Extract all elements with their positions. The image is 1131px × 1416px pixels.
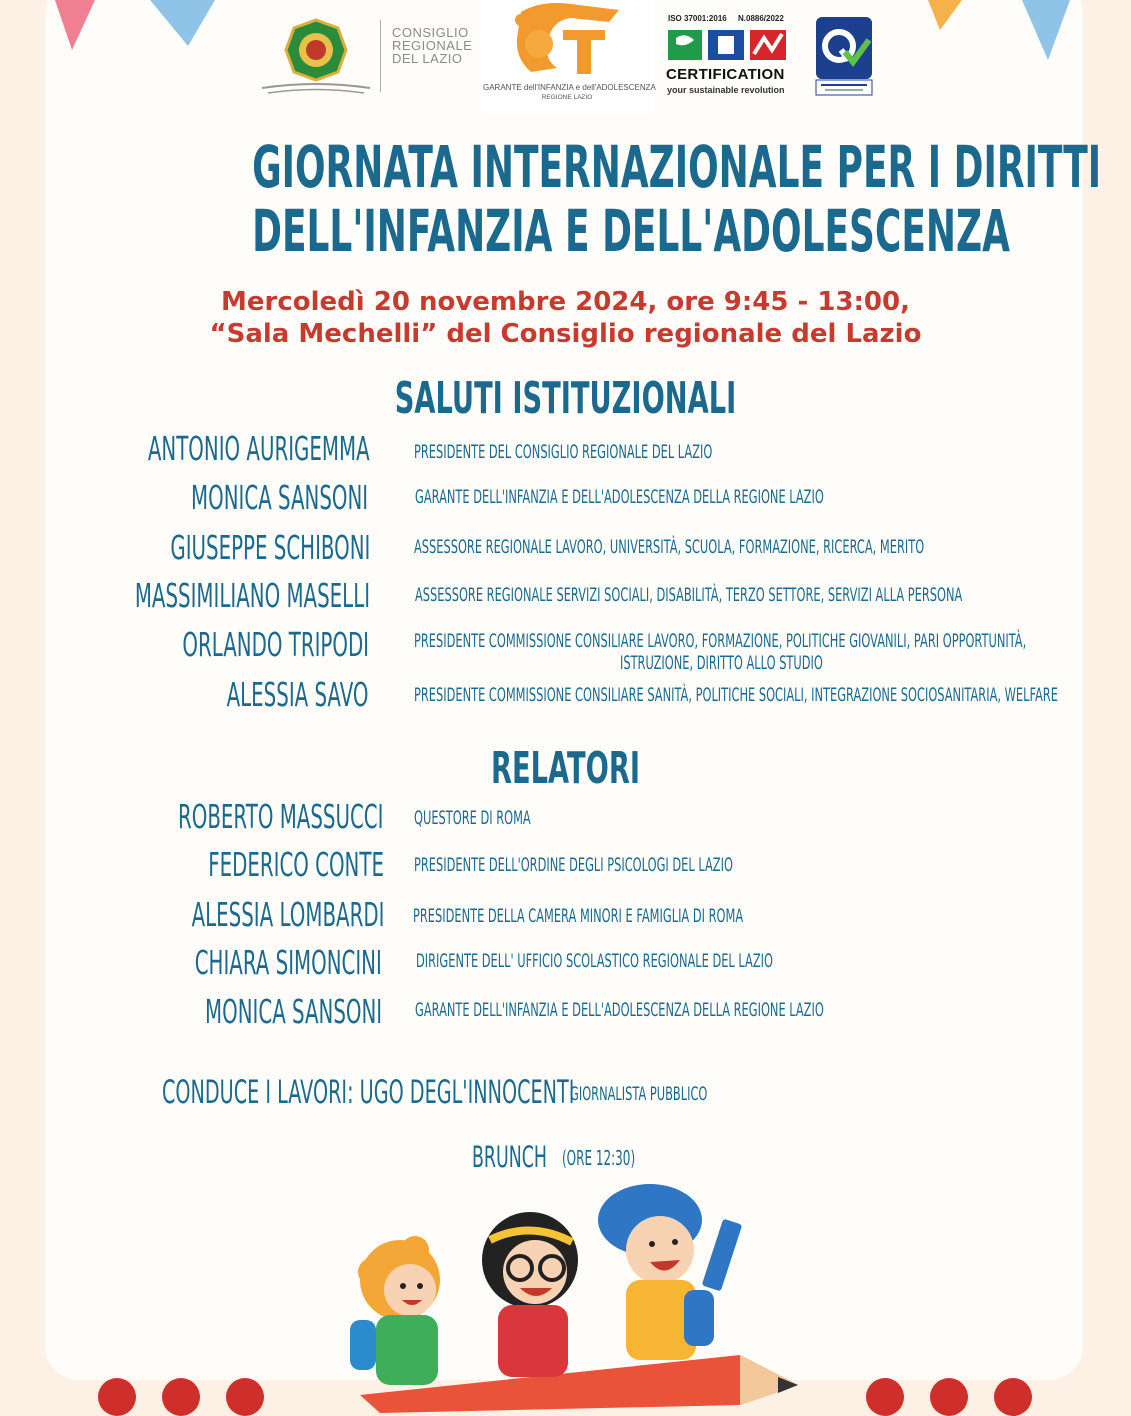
logo-divider bbox=[380, 20, 381, 92]
person-row bbox=[0, 944, 382, 984]
person-row bbox=[0, 626, 369, 666]
person-name: MASSIMILIANO MASELLI bbox=[134, 576, 370, 615]
person-row bbox=[0, 479, 368, 519]
lazio-line: DEL LAZIO bbox=[392, 51, 463, 66]
person-name: ANTONIO AURIGEMMA bbox=[148, 429, 370, 468]
person-row bbox=[0, 993, 382, 1033]
regione-lazio-crest-icon bbox=[258, 14, 378, 98]
moderator-label: CONDUCE I LAVORI: UGO DEGL'INNOCENTI bbox=[162, 1073, 575, 1111]
moderator-role: GIORNALISTA PUBBLICO bbox=[570, 1083, 708, 1105]
decor-dot bbox=[994, 1378, 1032, 1416]
pennant-pink bbox=[55, 0, 95, 50]
person-name: ALESSIA SAVO bbox=[226, 675, 368, 714]
person-role: GARANTE DELL'INFANZIA E DELL'ADOLESCENZA DELLA REGIONE LAZIO bbox=[415, 999, 824, 1021]
person-row bbox=[0, 529, 370, 569]
decor-dot bbox=[866, 1378, 904, 1416]
person-role: PRESIDENTE DEL CONSIGLIO REGIONALE DEL LAZIO bbox=[414, 441, 713, 463]
person-role: PRESIDENTE COMMISSIONE CONSILIARE SANITÀ, POLITICHE SOCIALI, INTEGRAZIONE SOCIOSANITARIA, WELFARE bbox=[414, 684, 1058, 706]
brunch-time: (ORE 12:30) bbox=[562, 1146, 636, 1170]
garante-name: GARANTE dell'INFANZIA e dell'ADOLESCENZA bbox=[483, 83, 656, 92]
person-row bbox=[0, 577, 370, 617]
cert-word: CERTIFICATION bbox=[666, 66, 785, 83]
decor-dot bbox=[226, 1378, 264, 1416]
event-place: “Sala Mechelli” del Consiglio regionale del Lazio bbox=[209, 319, 922, 349]
pennant-yellow bbox=[928, 0, 962, 30]
person-row bbox=[0, 430, 370, 470]
person-row bbox=[0, 846, 384, 886]
person-role: QUESTORE DI ROMA bbox=[414, 807, 531, 829]
consiglio-regionale-logo bbox=[258, 14, 473, 98]
decor-dot bbox=[98, 1378, 136, 1416]
garante-region: REGIONE LAZIO bbox=[541, 94, 593, 101]
relatori-heading: RELATORI bbox=[491, 743, 640, 794]
certification-logo bbox=[666, 12, 792, 98]
person-name: MONICA SANSONI bbox=[190, 478, 368, 517]
person-role-continued: ISTRUZIONE, DIRITTO ALLO STUDIO bbox=[620, 652, 823, 674]
person-name: ORLANDO TRIPODI bbox=[182, 625, 369, 664]
brunch-label: BRUNCH bbox=[472, 1140, 548, 1174]
children-on-pencil-illustration bbox=[320, 1180, 820, 1413]
decor-dot bbox=[930, 1378, 968, 1416]
pencil-held-icon bbox=[702, 1219, 743, 1292]
consiglio-line: CONSIGLIO bbox=[392, 25, 469, 40]
person-role: PRESIDENTE DELL'ORDINE DEGLI PSICOLOGI DEL LAZIO bbox=[414, 854, 733, 876]
quality-check-icon bbox=[815, 16, 873, 96]
person-role: GARANTE DELL'INFANZIA E DELL'ADOLESCENZA DELLA REGIONE LAZIO bbox=[415, 486, 824, 508]
saluti-heading: SALUTI ISTITUZIONALI bbox=[394, 373, 737, 424]
person-name: GIUSEPPE SCHIBONI bbox=[169, 528, 370, 567]
event-date: Mercoledì 20 novembre 2024, ore 9:45 - 13:00, bbox=[221, 287, 910, 317]
main-title-line2: DELL'INFANZIA E DELL'ADOLESCENZA bbox=[252, 197, 1010, 265]
person-row bbox=[0, 896, 384, 936]
regionale-line: REGIONALE bbox=[392, 38, 473, 53]
cbn-mark-icon bbox=[666, 26, 790, 64]
person-name: MONICA SANSONI bbox=[204, 992, 382, 1031]
quality-cert-logo bbox=[815, 16, 873, 96]
cert-number: N.0886/2022 bbox=[738, 14, 784, 23]
person-role: PRESIDENTE COMMISSIONE CONSILIARE LAVORO, FORMAZIONE, POLITICHE GIOVANILI, PARI OPPORTUNITÀ, bbox=[414, 630, 1027, 652]
person-role: ASSESSORE REGIONALE LAVORO, UNIVERSITÀ, SCUOLA, FORMAZIONE, RICERCA, MERITO bbox=[414, 536, 925, 558]
cert-iso: ISO 37001:2016 bbox=[668, 14, 727, 23]
person-name: FEDERICO CONTE bbox=[208, 845, 384, 884]
main-title-line1: GIORNATA INTERNAZIONALE PER I DIRITTI bbox=[252, 133, 1102, 201]
person-name: CHIARA SIMONCINI bbox=[194, 943, 382, 982]
person-role: PRESIDENTE DELLA CAMERA MINORI E FAMIGLIA DI ROMA bbox=[413, 905, 744, 927]
pennant-blue bbox=[150, 0, 215, 46]
person-name: ALESSIA LOMBARDI bbox=[191, 895, 384, 934]
garante-logo bbox=[481, 0, 656, 114]
person-row bbox=[0, 798, 383, 838]
decor-dot bbox=[162, 1378, 200, 1416]
person-row bbox=[0, 676, 368, 716]
garante-mark-icon bbox=[481, 0, 653, 84]
person-role: DIRIGENTE DELL' UFFICIO SCOLASTICO REGIONALE DEL LAZIO bbox=[416, 950, 773, 972]
cert-tagline: your sustainable revolution bbox=[667, 85, 785, 95]
person-role: ASSESSORE REGIONALE SERVIZI SOCIALI, DISABILITÀ, TERZO SETTORE, SERVIZI ALLA PERSONA bbox=[415, 584, 963, 606]
person-name: ROBERTO MASSUCCI bbox=[177, 797, 383, 836]
pennant-blue bbox=[1022, 0, 1070, 60]
